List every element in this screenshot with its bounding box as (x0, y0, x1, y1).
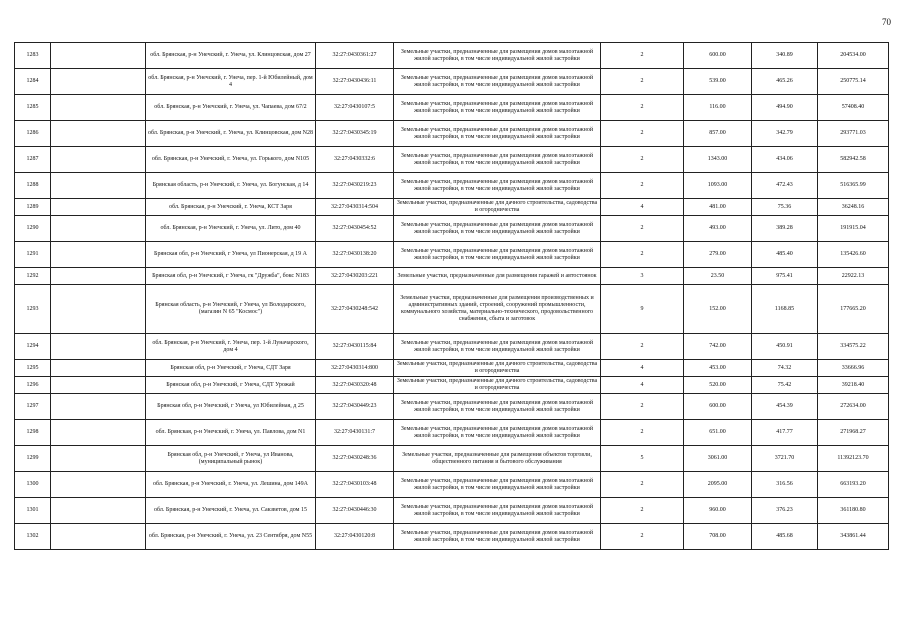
spacer-cell (51, 147, 146, 173)
row-number: 1283 (15, 43, 51, 69)
spacer-cell (51, 498, 146, 524)
land-use-cell: Земельные участки, предназначенные для размещения домов малоэтажной жилой застройки, в том числе индивидуальной жилой застройки (394, 524, 601, 550)
specific-value-cell: 975.41 (752, 268, 818, 285)
cadastral-value-cell: 361180.80 (818, 498, 889, 524)
cadastral-value-cell: 39218.40 (818, 377, 889, 394)
area-cell: 960.00 (684, 498, 752, 524)
address-cell: обл. Брянская, р-н Унечский, г. Унеча, ул. Лито, дом 40 (146, 216, 316, 242)
specific-value-cell: 3721.70 (752, 446, 818, 472)
cadastral-number-cell: 32:27:0430449:23 (316, 394, 394, 420)
cadastral-value-cell: 177665.20 (818, 285, 889, 334)
row-number: 1285 (15, 95, 51, 121)
group-cell: 2 (601, 173, 684, 199)
cadastral-number-cell: 32:27:0430454:52 (316, 216, 394, 242)
land-use-cell: Земельные участки, предназначенные для размещения домов малоэтажной жилой застройки, в том числе индивидуальной жилой застройки (394, 498, 601, 524)
row-number: 1296 (15, 377, 51, 394)
cadastral-number-cell: 32:27:0430314:800 (316, 360, 394, 377)
area-cell: 600.00 (684, 394, 752, 420)
table-row (15, 69, 889, 95)
address-cell: Брянская область, р-н Унечский, г Унеча, ул Володарского, (магазин N 65 "Космос") (146, 285, 316, 334)
cadastral-value-cell: 250775.14 (818, 69, 889, 95)
row-number: 1286 (15, 121, 51, 147)
land-use-cell: Земельные участки, предназначенные для размещения домов малоэтажной жилой застройки, в том числе индивидуальной жилой застройки (394, 216, 601, 242)
spacer-cell (51, 216, 146, 242)
address-cell: Брянская обл, р-н Унечский, г Унеча, ул Пионерская, д 19 А (146, 242, 316, 268)
row-number: 1284 (15, 69, 51, 95)
cadastral-number-cell: 32:27:0430115:84 (316, 334, 394, 360)
spacer-cell (51, 446, 146, 472)
cadastral-value-cell: 33666.96 (818, 360, 889, 377)
cadastral-value-cell: 204534.00 (818, 43, 889, 69)
table-row (15, 524, 889, 550)
area-cell: 600.00 (684, 43, 752, 69)
area-cell: 116.00 (684, 95, 752, 121)
table-row (15, 285, 889, 334)
table-row (15, 173, 889, 199)
land-use-cell: Земельные участки, предназначенные для размещения домов малоэтажной жилой застройки, в том числе индивидуальной жилой застройки (394, 95, 601, 121)
row-number: 1298 (15, 420, 51, 446)
address-cell: Брянская обл, р-н Унечский, г Унеча, ул Иванова, (муниципальный рынок) (146, 446, 316, 472)
row-number: 1295 (15, 360, 51, 377)
address-cell: обл. Брянская, р-н Унечский, г. Унеча, ул. Клинцовская, дом N28 (146, 121, 316, 147)
group-cell: 2 (601, 69, 684, 95)
land-use-cell: Земельные участки, предназначенные для размещения производственных и административных зданий, строений, сооружений промышленности, коммунального хозяйства, материально-технического, продовольственного снабжения, сбыта и заготовок (394, 285, 601, 334)
group-cell: 2 (601, 334, 684, 360)
area-cell: 2095.00 (684, 472, 752, 498)
land-use-cell: Земельные участки, предназначенные для размещения домов малоэтажной жилой застройки, в том числе индивидуальной жилой застройки (394, 147, 601, 173)
land-use-cell: Земельные участки, предназначенные для размещения гаражей и автостоянок (394, 268, 601, 285)
area-cell: 742.00 (684, 334, 752, 360)
row-number: 1300 (15, 472, 51, 498)
row-number: 1302 (15, 524, 51, 550)
group-cell: 2 (601, 43, 684, 69)
area-cell: 23.50 (684, 268, 752, 285)
spacer-cell (51, 268, 146, 285)
table-row (15, 394, 889, 420)
address-cell: обл. Брянская, р-н Унечский, г. Унеча, ул. 23 Сентября, дом N55 (146, 524, 316, 550)
spacer-cell (51, 377, 146, 394)
cadastral-number-cell: 32:27:0430332:6 (316, 147, 394, 173)
land-use-cell: Земельные участки, предназначенные для размещения домов малоэтажной жилой застройки, в том числе индивидуальной жилой застройки (394, 242, 601, 268)
table-row (15, 420, 889, 446)
area-cell: 152.00 (684, 285, 752, 334)
area-cell: 520.00 (684, 377, 752, 394)
specific-value-cell: 75.42 (752, 377, 818, 394)
spacer-cell (51, 242, 146, 268)
cadastral-number-cell: 32:27:0430314:504 (316, 199, 394, 216)
address-cell: Брянская обл, р-н Унечский, г Унеча, СДТ Заря (146, 360, 316, 377)
row-number: 1290 (15, 216, 51, 242)
address-cell: обл. Брянская, р-н Унечский, г. Унеча, ул. Лешина, дом 149А (146, 472, 316, 498)
row-number: 1288 (15, 173, 51, 199)
specific-value-cell: 376.23 (752, 498, 818, 524)
row-number: 1294 (15, 334, 51, 360)
cadastral-value-cell: 334575.22 (818, 334, 889, 360)
cadastral-number-cell: 32:27:0430138:20 (316, 242, 394, 268)
cadastral-value-cell: 272634.00 (818, 394, 889, 420)
spacer-cell (51, 394, 146, 420)
spacer-cell (51, 524, 146, 550)
cadastral-value-table (14, 42, 889, 550)
group-cell: 2 (601, 242, 684, 268)
cadastral-number-cell: 32:27:0430446:30 (316, 498, 394, 524)
area-cell: 481.00 (684, 199, 752, 216)
specific-value-cell: 1168.85 (752, 285, 818, 334)
address-cell: Брянская обл, р-н Унечский, г Унеча, гк "Дружба", бокс N183 (146, 268, 316, 285)
group-cell: 2 (601, 95, 684, 121)
specific-value-cell: 74.32 (752, 360, 818, 377)
cadastral-value-cell: 271968.27 (818, 420, 889, 446)
land-use-cell: Земельные участки, предназначенные для размещения домов малоэтажной жилой застройки, в том числе индивидуальной жилой застройки (394, 334, 601, 360)
land-use-cell: Земельные участки, предназначенные для дачного строительства, садоводства и огородничества (394, 377, 601, 394)
cadastral-value-cell: 135426.60 (818, 242, 889, 268)
specific-value-cell: 340.89 (752, 43, 818, 69)
area-cell: 3061.00 (684, 446, 752, 472)
group-cell: 2 (601, 216, 684, 242)
group-cell: 2 (601, 524, 684, 550)
area-cell: 1093.00 (684, 173, 752, 199)
table-row (15, 498, 889, 524)
land-use-cell: Земельные участки, предназначенные для дачного строительства, садоводства и огородничества (394, 199, 601, 216)
spacer-cell (51, 334, 146, 360)
cadastral-number-cell: 32:27:0430248:542 (316, 285, 394, 334)
land-use-cell: Земельные участки, предназначенные для размещения домов малоэтажной жилой застройки, в том числе индивидуальной жилой застройки (394, 43, 601, 69)
group-cell: 9 (601, 285, 684, 334)
specific-value-cell: 75.36 (752, 199, 818, 216)
spacer-cell (51, 285, 146, 334)
cadastral-value-cell: 36248.16 (818, 199, 889, 216)
row-number: 1291 (15, 242, 51, 268)
cadastral-number-cell: 32:27:0430248:36 (316, 446, 394, 472)
land-use-cell: Земельные участки, предназначенные для размещения домов малоэтажной жилой застройки, в том числе индивидуальной жилой застройки (394, 69, 601, 95)
row-number: 1293 (15, 285, 51, 334)
specific-value-cell: 389.28 (752, 216, 818, 242)
area-cell: 708.00 (684, 524, 752, 550)
address-cell: обл. Брянская, р-н Унечский, г. Унеча, пер. 1-й Юбилейный, дом 4 (146, 69, 316, 95)
cadastral-number-cell: 32:27:0430103:48 (316, 472, 394, 498)
specific-value-cell: 342.79 (752, 121, 818, 147)
spacer-cell (51, 360, 146, 377)
table-row (15, 334, 889, 360)
group-cell: 3 (601, 268, 684, 285)
spacer-cell (51, 95, 146, 121)
address-cell: обл. Брянская, р-н Унечский, г. Унеча, ул. Горького, дом N105 (146, 147, 316, 173)
cadastral-number-cell: 32:27:0430219:23 (316, 173, 394, 199)
cadastral-number-cell: 32:27:0430320:48 (316, 377, 394, 394)
cadastral-value-cell: 57408.40 (818, 95, 889, 121)
address-cell: Брянская область, р-н Унечский, г. Унеча, ул. Богунская, д 14 (146, 173, 316, 199)
land-use-cell: Земельные участки, предназначенные для размещения домов малоэтажной жилой застройки, в том числе индивидуальной жилой застройки (394, 121, 601, 147)
cadastral-value-cell: 582942.58 (818, 147, 889, 173)
table-row (15, 268, 889, 285)
address-cell: обл. Брянская, р-н Унечский, г. Унеча, КСТ Заря (146, 199, 316, 216)
spacer-cell (51, 43, 146, 69)
spacer-cell (51, 69, 146, 95)
land-use-cell: Земельные участки, предназначенные для размещения домов малоэтажной жилой застройки, в том числе индивидуальной жилой застройки (394, 394, 601, 420)
row-number: 1292 (15, 268, 51, 285)
specific-value-cell: 472.43 (752, 173, 818, 199)
cadastral-number-cell: 32:27:0430361:27 (316, 43, 394, 69)
group-cell: 2 (601, 498, 684, 524)
cadastral-value-cell: 22922.13 (818, 268, 889, 285)
address-cell: обл. Брянская, р-н Унечский, г. Унеча, ул. Сакзветов, дом 15 (146, 498, 316, 524)
area-cell: 279.00 (684, 242, 752, 268)
specific-value-cell: 485.40 (752, 242, 818, 268)
cadastral-number-cell: 32:27:0430120:8 (316, 524, 394, 550)
land-use-cell: Земельные участки, предназначенные для размещения домов малоэтажной жилой застройки, в том числе индивидуальной жилой застройки (394, 472, 601, 498)
table-row (15, 446, 889, 472)
table-row (15, 147, 889, 173)
cadastral-value-cell: 343861.44 (818, 524, 889, 550)
group-cell: 2 (601, 147, 684, 173)
land-use-cell: Земельные участки, предназначенные для размещения домов малоэтажной жилой застройки, в том числе индивидуальной жилой застройки (394, 173, 601, 199)
specific-value-cell: 494.90 (752, 95, 818, 121)
land-use-cell: Земельные участки, предназначенные для дачного строительства, садоводства и огородничества (394, 360, 601, 377)
group-cell: 2 (601, 472, 684, 498)
spacer-cell (51, 121, 146, 147)
cadastral-value-cell: 663193.20 (818, 472, 889, 498)
address-cell: обл. Брянская, р-н Унечский, г. Унеча, ул. Клинцовская, дом 27 (146, 43, 316, 69)
page-number: 70 (882, 17, 891, 27)
cadastral-value-cell: 11392123.70 (818, 446, 889, 472)
address-cell: обл. Брянская, р-н Унечский, г. Унеча, пер. 1-й Луначарского, дом 4 (146, 334, 316, 360)
row-number: 1289 (15, 199, 51, 216)
cadastral-value-cell: 293771.03 (818, 121, 889, 147)
group-cell: 2 (601, 121, 684, 147)
spacer-cell (51, 199, 146, 216)
area-cell: 651.00 (684, 420, 752, 446)
row-number: 1287 (15, 147, 51, 173)
table-row (15, 242, 889, 268)
land-use-cell: Земельные участки, предназначенные для размещения объектов торговли, общественного питания и бытового обслуживания (394, 446, 601, 472)
specific-value-cell: 417.77 (752, 420, 818, 446)
specific-value-cell: 316.56 (752, 472, 818, 498)
specific-value-cell: 450.91 (752, 334, 818, 360)
address-cell: Брянская обл, р-н Унечский, г Унеча, СДТ Урожай (146, 377, 316, 394)
address-cell: обл. Брянская, р-н Унечский, г. Унеча, ул. Чапаева, дом 67/2 (146, 95, 316, 121)
specific-value-cell: 454.39 (752, 394, 818, 420)
table-row (15, 377, 889, 394)
cadastral-value-cell: 191915.04 (818, 216, 889, 242)
specific-value-cell: 434.06 (752, 147, 818, 173)
cadastral-value-cell: 516365.99 (818, 173, 889, 199)
cadastral-number-cell: 32:27:0430107:5 (316, 95, 394, 121)
area-cell: 857.00 (684, 121, 752, 147)
area-cell: 493.00 (684, 216, 752, 242)
area-cell: 1343.00 (684, 147, 752, 173)
table-row (15, 95, 889, 121)
spacer-cell (51, 472, 146, 498)
specific-value-cell: 465.26 (752, 69, 818, 95)
area-cell: 453.00 (684, 360, 752, 377)
address-cell: обл. Брянская, р-н Унечский, г. Унеча, ул. Павлова, дом N1 (146, 420, 316, 446)
group-cell: 2 (601, 394, 684, 420)
table-row (15, 43, 889, 69)
row-number: 1301 (15, 498, 51, 524)
cadastral-number-cell: 32:27:0430203:221 (316, 268, 394, 285)
address-cell: Брянская обл, р-н Унечский, г Унеча, ул Юбилейная, д 25 (146, 394, 316, 420)
table-row (15, 216, 889, 242)
group-cell: 5 (601, 446, 684, 472)
group-cell: 2 (601, 420, 684, 446)
cadastral-number-cell: 32:27:0430436:11 (316, 69, 394, 95)
group-cell: 4 (601, 377, 684, 394)
cadastral-number-cell: 32:27:0430131:7 (316, 420, 394, 446)
table-row (15, 360, 889, 377)
group-cell: 4 (601, 199, 684, 216)
land-use-cell: Земельные участки, предназначенные для размещения домов малоэтажной жилой застройки, в том числе индивидуальной жилой застройки (394, 420, 601, 446)
table-row (15, 472, 889, 498)
table-body (15, 43, 889, 550)
group-cell: 4 (601, 360, 684, 377)
cadastral-number-cell: 32:27:0430345:19 (316, 121, 394, 147)
table-row (15, 199, 889, 216)
spacer-cell (51, 420, 146, 446)
table-row (15, 121, 889, 147)
specific-value-cell: 485.68 (752, 524, 818, 550)
row-number: 1299 (15, 446, 51, 472)
spacer-cell (51, 173, 146, 199)
row-number: 1297 (15, 394, 51, 420)
area-cell: 539.00 (684, 69, 752, 95)
